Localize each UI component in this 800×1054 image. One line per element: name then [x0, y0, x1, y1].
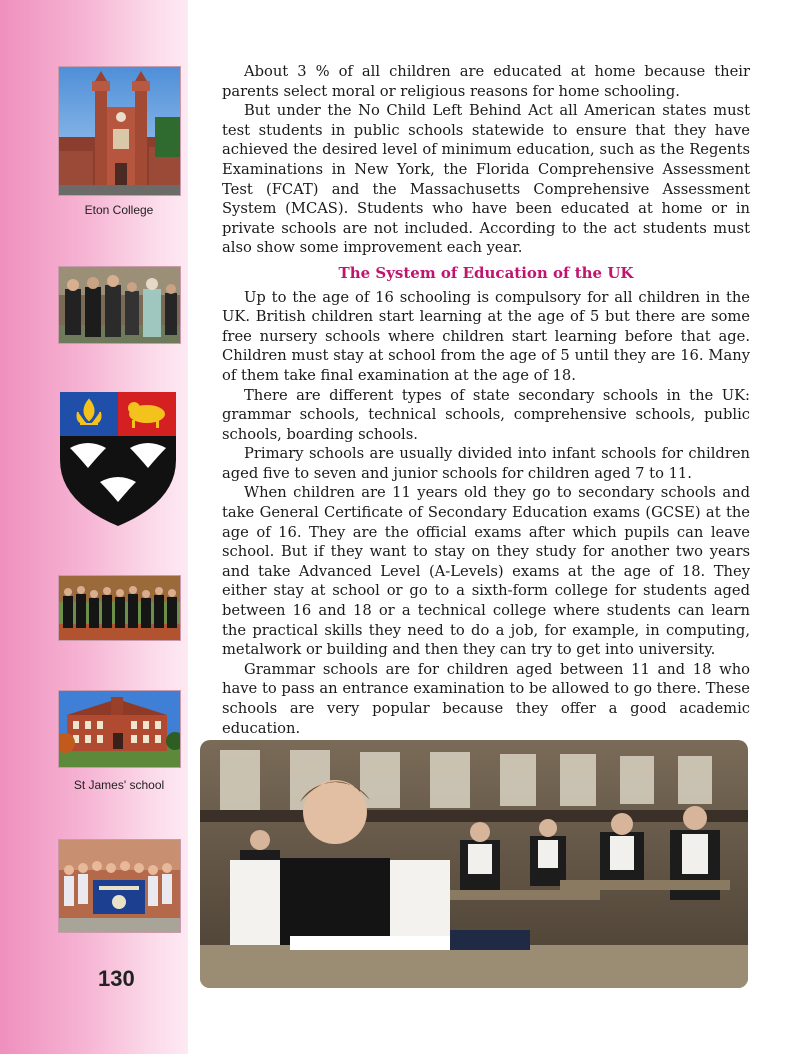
eton-crest — [58, 390, 178, 528]
eton-college-photo — [58, 66, 181, 196]
section-heading: The System of Education of the UK — [338, 263, 634, 282]
caption-eton-college: Eton College — [84, 203, 154, 217]
paragraph: About 3 % of all children are educated at home because their parents select moral or religious reasons for home schooling. — [222, 63, 750, 100]
page-number: 130 — [98, 966, 135, 991]
paragraph: There are different types of state secondary schools in the UK: grammar schools, technical schools, comprehensive schools, public schools, boarding schools. — [222, 386, 750, 443]
students-photo — [58, 266, 181, 344]
sidebar — [0, 0, 188, 1054]
paragraph: But under the No Child Left Behind Act all American states must test students in public schools statewide to ensure that they have achieved the desired level of minimum education, such as the Regents Examinations in New York, the Florida Comprehensive Assessment Test (FCAT) and the Massachusetts Comprehensive Assessment System (MCAS). Students who have been educated at home or in private schools are not included. According to the act students must also show some improvement each year. — [222, 102, 750, 257]
paragraph: When children are 11 years old they go to secondary schools and take General Certificate of Secondary Education exams (GCSE) at the age of 16. They are the official exams after which pupils can leave school. But if they want to stay on they study for another two years and take Advanced Level (A-Levels) exams at the age of 18. They either stay at school or go to a sixth-form college for students aged between 16 and 18 or a technical college where students can learn the practical skills they need to do a job, for example, in computing, metalwork or building and then they can try to get into university. — [222, 484, 750, 659]
caption-st-james-school: St James' school — [73, 778, 165, 792]
paragraph: Primary schools are usually divided into infant schools for children aged five to seven and junior schools for children aged 7 to 11. — [222, 445, 750, 482]
paragraph: Grammar schools are for children aged between 11 and 18 who have to pass an entrance examination to be allowed to go there. These schools are very popular because they offer a good academic education. — [222, 660, 750, 737]
main-text — [222, 62, 750, 738]
st-james-school-photo — [58, 690, 181, 768]
pupils-group-photo — [58, 575, 181, 641]
paragraph: Up to the age of 16 schooling is compulsory for all children in the UK. British children start learning at the age of 5 but there are some free nursery schools where children start learning before that age. Children must stay at school from the age of 5 until they are 16. Many of them take final examination at the age of 18. — [222, 288, 750, 384]
group-with-banner-photo — [58, 839, 181, 933]
exam-classroom-photo — [200, 740, 748, 988]
